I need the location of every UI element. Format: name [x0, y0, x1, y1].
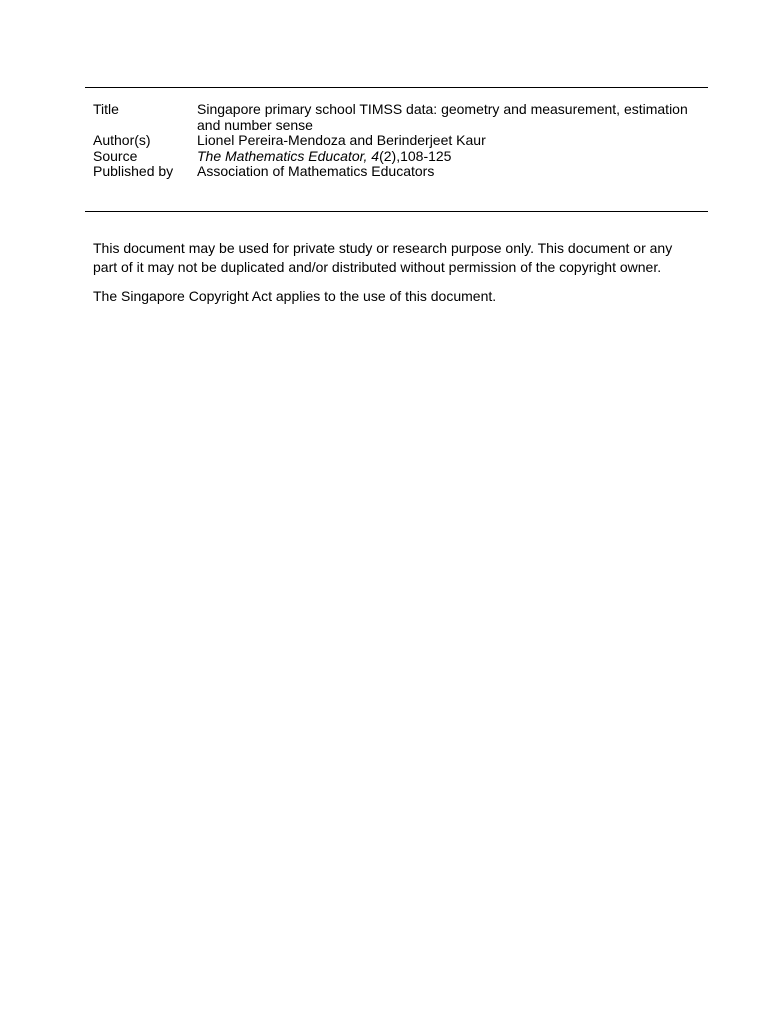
copyright-notice — [93, 239, 673, 306]
publisher-row — [93, 164, 703, 180]
authors-value: Lionel Pereira-Mendoza and Berinderjeet Kaur — [197, 132, 486, 148]
authors-row — [93, 133, 703, 149]
copyright-act-notice: The Singapore Copyright Act applies to the use of this document. — [93, 288, 497, 304]
source-journal: The Mathematics Educator, 4 — [197, 147, 380, 164]
top-divider — [85, 87, 708, 88]
bottom-divider — [85, 211, 708, 212]
source-value — [197, 149, 703, 165]
title-row — [93, 102, 703, 133]
document-metadata — [93, 102, 703, 180]
published-label: Published by — [93, 163, 174, 179]
source-row — [93, 149, 703, 165]
title-label: Title — [93, 101, 119, 117]
published-value: Association of Mathematics Educators — [197, 163, 435, 179]
usage-notice: This document may be used for private study or research purpose only. This document or any part of it may not be duplicated and/or distributed without permission of the copyright owner. — [93, 240, 673, 275]
source-issue-pages: (2),108-125 — [379, 147, 452, 164]
source-label: Source — [93, 147, 138, 164]
authors-label: Author(s) — [93, 132, 151, 148]
title-value: Singapore primary school TIMSS data: geometry and measurement, estimation and number sense — [197, 101, 688, 133]
